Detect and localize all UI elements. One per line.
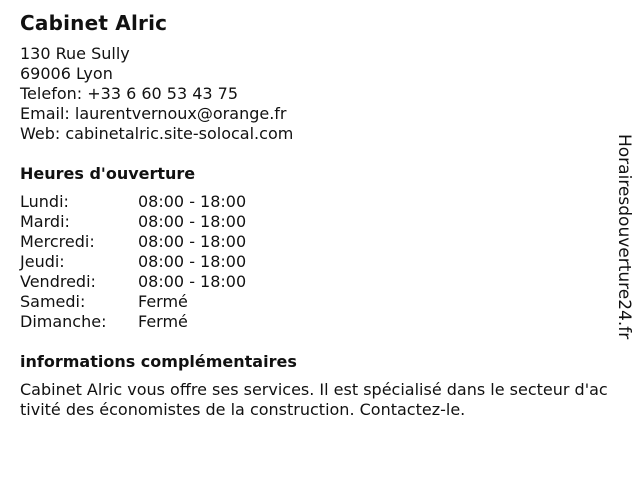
- day-label: Lundi:: [20, 192, 69, 211]
- business-card: [20, 10, 610, 420]
- hours-row-thursday: [20, 252, 320, 272]
- phone-text: Telefon: +33 6 60 53 43 75: [20, 84, 239, 103]
- additional-info-title: informations complémentaires: [20, 352, 297, 371]
- hours-row-sunday: [20, 312, 320, 332]
- day-label: Mardi:: [20, 212, 70, 231]
- hours-row-wednesday: [20, 232, 320, 252]
- time-value: 08:00 - 18:00: [138, 252, 247, 271]
- time-value: 08:00 - 18:00: [138, 272, 247, 291]
- opening-hours-title: Heures d'ouverture: [20, 164, 196, 183]
- hours-row-saturday: [20, 292, 320, 312]
- day-label: Mercredi:: [20, 232, 95, 251]
- additional-info-text: Cabinet Alric vous offre ses services. Il est spécialisé dans le secteur d'activité des économistes de la construction. Contactez-le.: [20, 380, 608, 419]
- time-value: Fermé: [138, 312, 188, 331]
- vertical-site-name: Horairesdouverture24.fr: [614, 134, 634, 340]
- website-text: Web: cabinetalric.site-solocal.com: [20, 124, 294, 143]
- time-value: 08:00 - 18:00: [138, 212, 247, 231]
- time-value: 08:00 - 18:00: [138, 192, 247, 211]
- day-label: Samedi:: [20, 292, 86, 311]
- time-value: 08:00 - 18:00: [138, 232, 247, 251]
- address-line-1: 130 Rue Sully: [20, 44, 130, 63]
- time-value: Fermé: [138, 292, 188, 311]
- address-line-2: 69006 Lyon: [20, 64, 113, 83]
- hours-row-tuesday: [20, 212, 320, 232]
- day-label: Dimanche:: [20, 312, 107, 331]
- day-label: Jeudi:: [20, 252, 65, 271]
- day-label: Vendredi:: [20, 272, 96, 291]
- opening-hours-list: [20, 192, 320, 332]
- email-text: Email: laurentvernoux@orange.fr: [20, 104, 287, 123]
- hours-row-monday: [20, 192, 320, 212]
- hours-row-friday: [20, 272, 320, 292]
- business-name: Cabinet Alric: [20, 11, 168, 35]
